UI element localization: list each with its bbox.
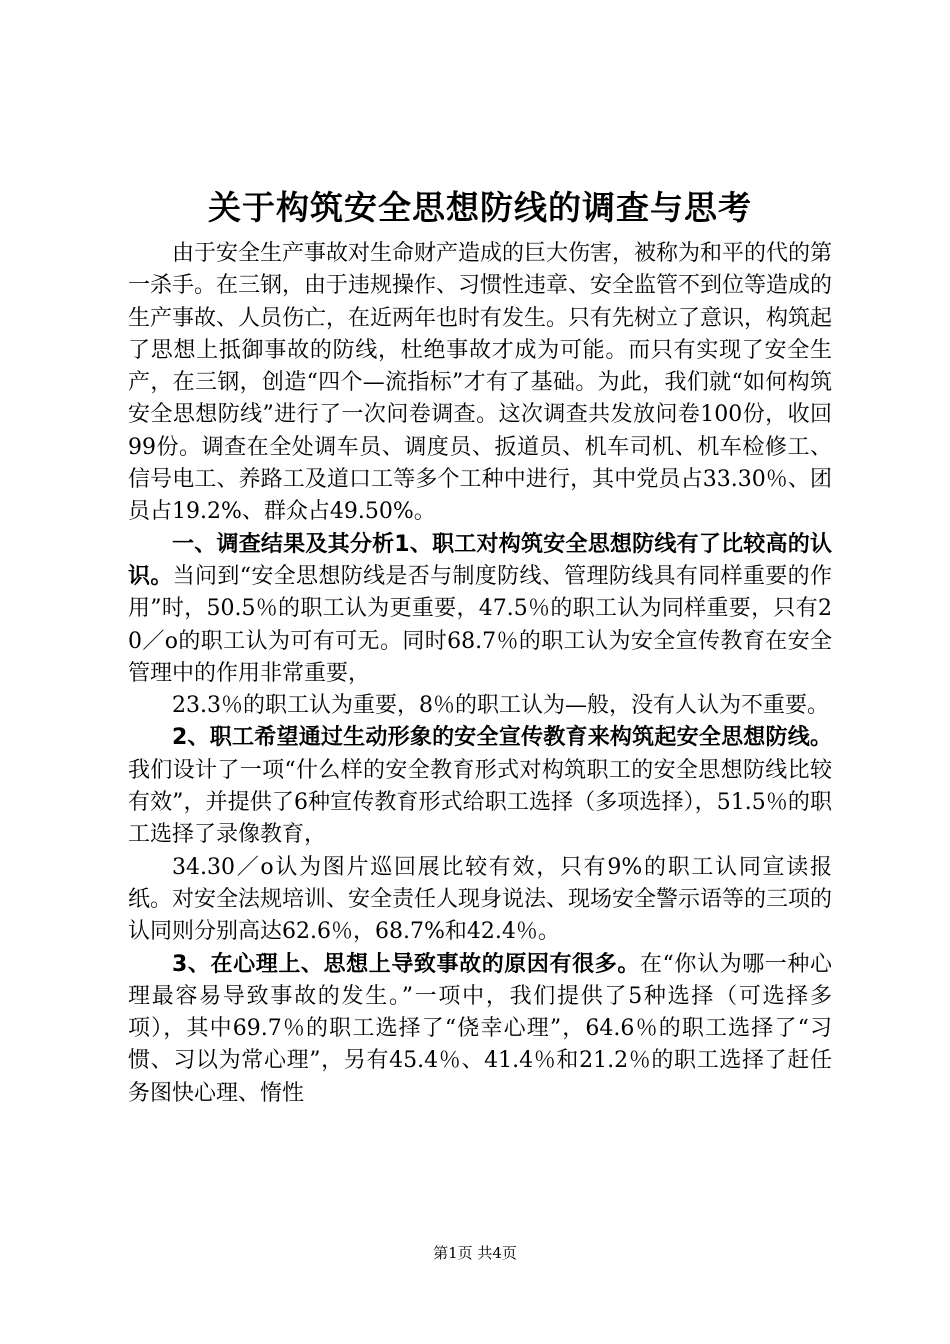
paragraph-text: 34.30／o认为图片巡回展比较有效，只有9%的职工认同宣读报纸。对安全法规培训、安全责任人现身说法、现场安全警示语等的三项的认同则分别高达62.6％，68.7%和42.4％。 — [128, 854, 833, 945]
paragraph-text: 23.3％的职工认为重要，8％的职工认为—般，没有人认为不重要。 — [172, 693, 829, 719]
paragraph-text: 我们设计了一项“什么样的安全教育形式对构筑职工的安全思想防线比较有效”，并提供了6种宣传教育形式给职工选择（多项选择），51.5％的职工选择了录像教育， — [128, 757, 832, 848]
paragraph-section-3 — [128, 949, 832, 1110]
paragraph-text: 在“你认为哪一种心理最容易导致事故的发生。”一项中，我们提供了5种选择（可选择多项），其中69.7％的职工选择了“侥幸心理”，64.6％的职工选择了“习惯、习以为常心理”，另有45.4％、41.4％和21.2％的职工选择了赶任务图快心理、惰性 — [128, 951, 832, 1106]
paragraph-section-1 — [128, 529, 832, 690]
page-footer: 第1页 共4页 — [433, 1244, 517, 1262]
paragraph-intro — [128, 238, 832, 529]
paragraph-lead: 一、调查结果及其分析1、职工对构筑安全思想防线有了比较高的认识。 — [128, 531, 832, 589]
paragraph-section-1-cont — [128, 690, 832, 722]
paragraph-lead: 2、职工希望通过生动形象的安全宣传教育来构筑起安全思想防线。 — [172, 725, 832, 751]
paragraph-lead: 3、在心理上、思想上导致事故的原因有很多。 — [172, 951, 640, 977]
document-page — [128, 186, 832, 1110]
paragraph-text: 当问到“安全思想防线是否与制度防线、管理防线具有同样重要的作用”时，50.5％的职工认为更重要，47.5％的职工认为同样重要，只有20／o的职工认为可有可无。同时68.7％的职工认为安全宣传教育在安全管理中的作用非常重要， — [128, 563, 832, 686]
paragraph-text: 由于安全生产事故对生命财产造成的巨大伤害，被称为和平的代的第一杀手。在三钢，由于违规操作、习惯性违章、安全监管不到位等造成的生产事故、人员伤亡，在近两年也时有发生。只有先树立了意识，构筑起了思想上抵御事故的防线，杜绝事故才成为可能。而只有实现了安全生产，在三钢，创造“四个—流指标”才有了基础。为此，我们就“如何构筑安全思想防线”进行了一次问卷调查。这次调查共发放问卷100份，收回99份。调查在全处调车员、调度员、扳道员、机车司机、机车检修工、信号电工、养路工及道口工等多个工种中进行，其中党员占33.30％、团员占19.2%、群众占49.50%。 — [128, 241, 833, 525]
paragraph-section-2 — [128, 722, 832, 851]
document-title: 关于构筑安全思想防线的调查与思考 — [208, 188, 752, 227]
paragraph-section-2-cont — [128, 852, 832, 949]
